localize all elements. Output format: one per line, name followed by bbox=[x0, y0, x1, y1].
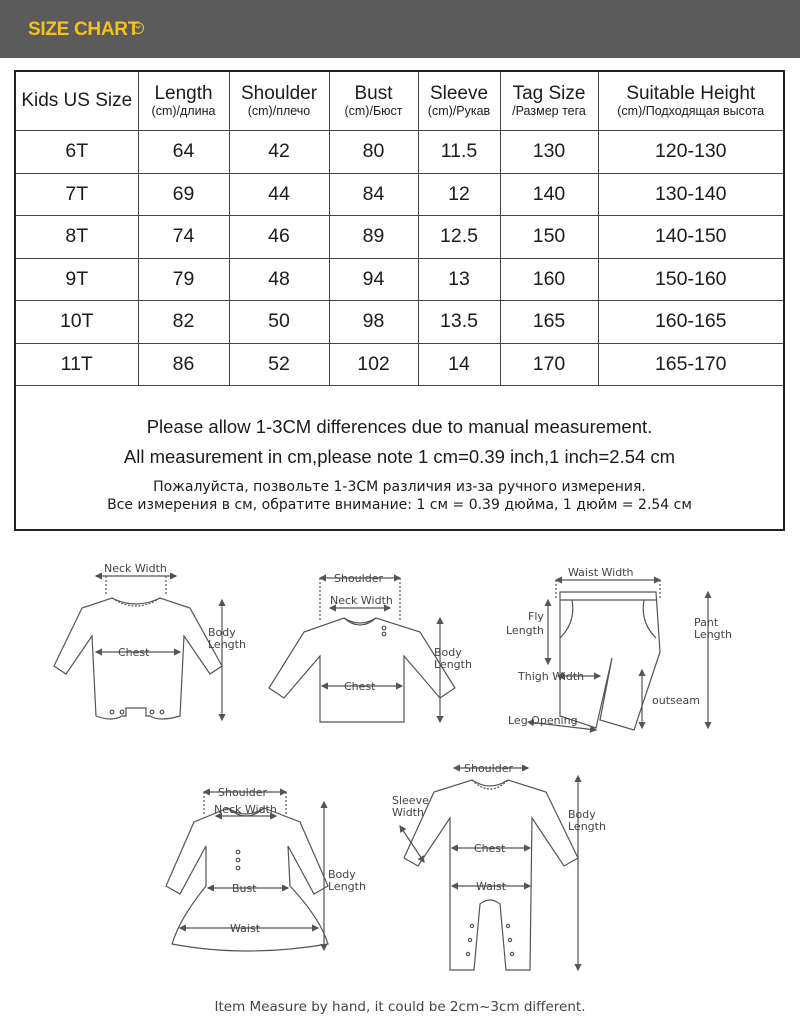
dress-bust-label: Bust bbox=[232, 882, 257, 895]
romper-length-label: Length bbox=[568, 820, 606, 833]
col-header-label: Shoulder bbox=[240, 82, 318, 104]
col-header-label: Bust bbox=[354, 82, 393, 104]
cell-size: 11T bbox=[16, 343, 138, 386]
cell-height: 130-140 bbox=[598, 173, 783, 216]
cell-shoulder: 42 bbox=[229, 131, 329, 174]
cell-shoulder: 48 bbox=[229, 258, 329, 301]
dress-length-label: Length bbox=[328, 880, 366, 893]
cell-tag-size: 170 bbox=[500, 343, 598, 386]
tshirt-neck-label: Neck Width bbox=[330, 594, 393, 607]
col-header-label: Length bbox=[154, 82, 213, 104]
pants-outseam-label: outseam bbox=[652, 694, 700, 707]
size-chart-title: SIZE CHART bbox=[28, 19, 140, 40]
col-header-sleeve bbox=[418, 72, 500, 131]
cell-bust: 80 bbox=[329, 131, 418, 174]
cell-bust: 94 bbox=[329, 258, 418, 301]
cell-length: 74 bbox=[138, 216, 229, 259]
cell-shoulder: 50 bbox=[229, 301, 329, 344]
diagrams-svg bbox=[0, 540, 800, 1000]
cell-height: 120-130 bbox=[598, 131, 783, 174]
pants-fly-length-label: Length bbox=[506, 624, 544, 637]
cell-sleeve: 11.5 bbox=[418, 131, 500, 174]
col-header-sublabel: /Размер тега bbox=[512, 103, 586, 118]
chevron-down-circle-icon bbox=[132, 22, 144, 34]
col-header-label: Tag Size bbox=[512, 82, 586, 104]
pants-fly-label: Fly bbox=[528, 610, 544, 623]
pants-length-label: Length bbox=[694, 628, 732, 641]
col-header-sublabel: (cm)/Бюст bbox=[344, 103, 403, 118]
pants-thigh-label: Thigh Width bbox=[518, 670, 585, 683]
cell-height: 160-165 bbox=[598, 301, 783, 344]
table-row bbox=[16, 173, 783, 216]
cell-size: 6T bbox=[16, 131, 138, 174]
cell-bust: 84 bbox=[329, 173, 418, 216]
cell-length: 86 bbox=[138, 343, 229, 386]
table-row bbox=[16, 301, 783, 344]
cell-shoulder: 52 bbox=[229, 343, 329, 386]
cell-size: 10T bbox=[16, 301, 138, 344]
note-units-en: All measurement in cm,please note 1 cm=0.39 inch,1 inch=2.54 cm bbox=[123, 446, 676, 467]
cell-sleeve: 14 bbox=[418, 343, 500, 386]
cell-size: 9T bbox=[16, 258, 138, 301]
col-header-bust bbox=[329, 72, 418, 131]
size-chart-box bbox=[14, 70, 785, 531]
romper-chest-label: Chest bbox=[474, 842, 506, 855]
col-header-label: Sleeve bbox=[429, 82, 489, 104]
dress-waist-label: Waist bbox=[230, 922, 261, 935]
col-header-kids-us-size bbox=[16, 72, 138, 131]
col-header-sublabel: (cm)/Рукав bbox=[427, 103, 491, 118]
cell-tag-size: 165 bbox=[500, 301, 598, 344]
cell-length: 82 bbox=[138, 301, 229, 344]
col-header-suitable-height bbox=[598, 72, 783, 131]
pants-pant-label: Pant bbox=[694, 616, 719, 629]
bodysuit-body-label: Body bbox=[208, 626, 236, 639]
size-table bbox=[16, 72, 783, 386]
cell-length: 79 bbox=[138, 258, 229, 301]
footer-note: Item Measure by hand, it could be 2cm~3cm different. bbox=[214, 999, 586, 1015]
cell-bust: 98 bbox=[329, 301, 418, 344]
col-header-shoulder bbox=[229, 72, 329, 131]
note-tolerance-en: Please allow 1-3CM differences due to manual measurement. bbox=[146, 416, 653, 437]
cell-tag-size: 160 bbox=[500, 258, 598, 301]
cell-sleeve: 12.5 bbox=[418, 216, 500, 259]
cell-height: 165-170 bbox=[598, 343, 783, 386]
measurement-diagrams bbox=[0, 540, 800, 1033]
pants-leg-opening-label: Leg Opening bbox=[508, 714, 578, 727]
table-row bbox=[16, 131, 783, 174]
table-row bbox=[16, 343, 783, 386]
col-header-sublabel: (cm)/длина bbox=[151, 103, 216, 118]
cell-shoulder: 44 bbox=[229, 173, 329, 216]
cell-tag-size: 130 bbox=[500, 131, 598, 174]
dress-body-label: Body bbox=[328, 868, 356, 881]
romper-waist-label: Waist bbox=[476, 880, 507, 893]
col-header-label: Kids US Size bbox=[21, 90, 133, 111]
table-row bbox=[16, 216, 783, 259]
cell-height: 140-150 bbox=[598, 216, 783, 259]
pants-diagram bbox=[528, 580, 708, 730]
cell-height: 150-160 bbox=[598, 258, 783, 301]
romper-shoulder-label: Shoulder bbox=[464, 762, 513, 775]
col-header-sublabel: (cm)/плечо bbox=[247, 103, 311, 118]
cell-sleeve: 12 bbox=[418, 173, 500, 216]
bodysuit-neck-label: Neck Width bbox=[104, 562, 167, 575]
tshirt-body-label: Body bbox=[434, 646, 462, 659]
table-header-row bbox=[16, 72, 783, 131]
col-header-tag-size bbox=[500, 72, 598, 131]
col-header-label: Suitable Height bbox=[626, 82, 756, 104]
note-tolerance-ru: Пожалуйста, позвольте 1-3CM различия из-за ручного измерения. bbox=[153, 479, 646, 495]
tshirt-chest-label: Chest bbox=[344, 680, 376, 693]
note-units-ru: Все измерения в см, обратите внимание: 1 см = 0.39 дюйма, 1 дюйм = 2.54 см bbox=[107, 497, 692, 513]
dress-shoulder-label: Shoulder bbox=[218, 786, 267, 799]
cell-tag-size: 150 bbox=[500, 216, 598, 259]
bodysuit-chest-label: Chest bbox=[118, 646, 150, 659]
dress-neck-label: Neck Width bbox=[214, 803, 277, 816]
cell-length: 69 bbox=[138, 173, 229, 216]
cell-size: 7T bbox=[16, 173, 138, 216]
cell-bust: 89 bbox=[329, 216, 418, 259]
table-row bbox=[16, 258, 783, 301]
romper-body-label: Body bbox=[568, 808, 596, 821]
cell-size: 8T bbox=[16, 216, 138, 259]
cell-sleeve: 13 bbox=[418, 258, 500, 301]
bodysuit-length-label: Length bbox=[208, 638, 246, 651]
tshirt-shoulder-label: Shoulder bbox=[334, 572, 383, 585]
romper-width-label: Width bbox=[392, 806, 424, 819]
tshirt-length-label: Length bbox=[434, 658, 472, 671]
cell-tag-size: 140 bbox=[500, 173, 598, 216]
cell-length: 64 bbox=[138, 131, 229, 174]
cell-shoulder: 46 bbox=[229, 216, 329, 259]
size-chart-header bbox=[0, 0, 800, 58]
col-header-length bbox=[138, 72, 229, 131]
col-header-sublabel: (cm)/Подходящая высота bbox=[617, 103, 765, 118]
pants-waist-label: Waist Width bbox=[568, 566, 634, 579]
romper-sleeve-label: Sleeve bbox=[392, 794, 429, 807]
cell-sleeve: 13.5 bbox=[418, 301, 500, 344]
cell-bust: 102 bbox=[329, 343, 418, 386]
